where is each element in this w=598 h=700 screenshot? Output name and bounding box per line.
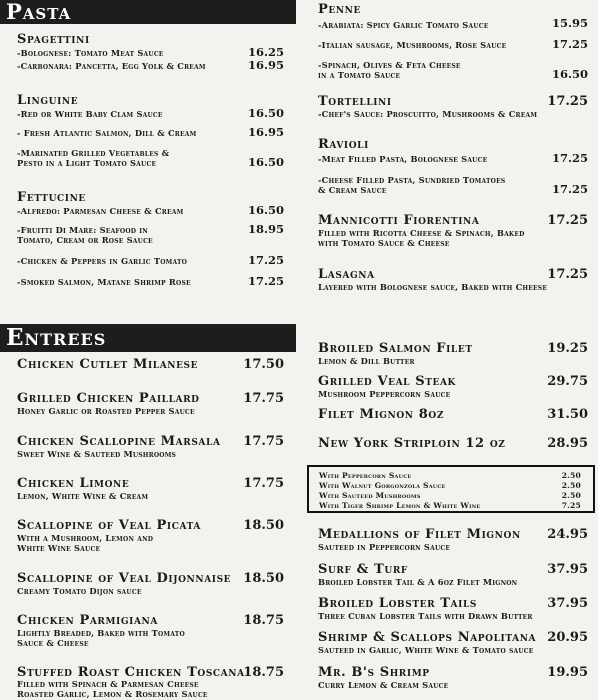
pasta-option: -Smoked Salmon, Matane Shrimp Rose (17, 277, 191, 287)
entree-description: Lemon & Dill Butter (318, 356, 415, 366)
entree-description: Three Cuban Lobster Tails with Drawn Butter (318, 611, 533, 621)
entree-name: New York Striploin 12 oz (318, 436, 506, 451)
entree-name: Scallopine of Veal Dijonnaise (17, 571, 232, 586)
entree-name: Chicken Limone (17, 476, 130, 491)
addon-price: 2.50 (561, 471, 581, 480)
pasta-option-price: 17.25 (247, 274, 284, 288)
entree-description: Filled with Spinach & Parmesan Cheese (17, 679, 199, 689)
entree-name: Chicken Cutlet Milanese (17, 357, 199, 372)
pasta-option: -Red or White Baby Clam Sauce (17, 109, 163, 119)
pasta-option-price: 16.50 (247, 106, 284, 120)
pasta-option-price: 16.95 (247, 125, 284, 139)
pasta-description: Layered with Bolognese sauce, Baked with Cheese (318, 282, 548, 292)
entree-name: Chicken Scallopine Marsala (17, 434, 221, 449)
pasta-option: -Bolognese: Tomato Meat Sauce (17, 48, 164, 58)
entree-description: Sweet Wine & Sauteed Mushrooms (17, 449, 177, 459)
pasta-price: 17.25 (547, 213, 588, 228)
entree-description: Broiled Lobster Tail & A 6oz Filet Mignon (318, 577, 518, 587)
pasta-group-name: Tortellini (318, 94, 392, 109)
entree-description: Lightly Breaded, Baked with Tomato (17, 628, 185, 638)
pasta-right-column (306, 0, 596, 300)
pasta-option: -Fruitti Di Mare: Seafood in (17, 225, 148, 235)
entree-price: 18.50 (243, 518, 284, 533)
entree-name: Stuffed Roast Chicken Toscana (17, 665, 245, 680)
pasta-option: -Marinated Grilled Vegetables & (17, 148, 170, 158)
entree-price: 18.75 (243, 665, 284, 680)
entree-price: 37.95 (547, 562, 588, 577)
pasta-option: -Spinach, Olives & Feta Cheese (318, 60, 461, 70)
entree-description: Mushroom Peppercorn Sauce (318, 389, 451, 399)
entree-price: 18.50 (243, 571, 284, 586)
pasta-option-line2: Tomato, Cream or Rose Sauce (17, 235, 153, 245)
pasta-option-price: 17.25 (551, 151, 588, 165)
entree-name: Shrimp & Scallops Napolitana (318, 630, 537, 645)
pasta-option: -Meat Filled Pasta, Bolognese Sauce (318, 154, 488, 164)
pasta-description: -Chef's Sauce: Proscuitto, Mushrooms & Cream (318, 109, 538, 119)
entree-description-line2: Roasted Garlic, Lemon & Rosemary Sauce (17, 689, 208, 699)
entree-description: Sauteed in Peppercorn Sauce (318, 542, 451, 552)
pasta-option-price: 16.50 (551, 67, 588, 81)
entree-description: Sauteed in Garlic, White Wine & Tomato sauce (318, 645, 534, 655)
entree-price: 19.25 (547, 341, 588, 356)
pasta-option-price: 18.95 (247, 222, 284, 236)
pasta-option-price: 17.25 (551, 182, 588, 196)
entree-price: 28.95 (547, 436, 588, 451)
addon-row (319, 491, 587, 500)
addon-label: With Walnut Gorgonzola Sauce (319, 481, 446, 490)
addon-price: 7.25 (561, 501, 581, 510)
pasta-group-name: Linguine (17, 93, 79, 108)
pasta-group-name: Ravioli (318, 137, 369, 152)
pasta-option-line2: Pesto in a Light Tomato Sauce (17, 158, 157, 168)
entree-description: With a Mushroom, Lemon and (17, 533, 154, 543)
pasta-option: -Cheese Filled Pasta, Sundried Tomatoes (318, 175, 506, 185)
entree-price: 24.95 (547, 527, 588, 542)
entree-name: Chicken Parmigiana (17, 613, 158, 628)
pasta-option-line2: in a Tomato Sauce (318, 70, 401, 80)
entree-name: Surf & Turf (318, 562, 408, 577)
entree-name: Grilled Veal Steak (318, 374, 456, 389)
pasta-price: 17.25 (547, 94, 588, 109)
entree-price: 17.75 (243, 434, 284, 449)
pasta-option-price: 17.25 (551, 37, 588, 51)
addon-label: With Sauteed Mushrooms (319, 491, 421, 500)
entree-description-line2: White Wine Sauce (17, 543, 101, 553)
entree-price: 17.75 (243, 476, 284, 491)
entree-description: Lemon, White Wine & Cream (17, 491, 149, 501)
entree-description: Creamy Tomato Dijon sauce (17, 586, 142, 596)
addon-row (319, 481, 587, 490)
entree-price: 31.50 (547, 407, 588, 422)
entree-price: 18.75 (243, 613, 284, 628)
addon-label: With Peppercorn Sauce (319, 471, 412, 480)
addon-label: With Tiger Shrimp Lemon & White Wine (319, 501, 481, 510)
addon-price: 2.50 (561, 481, 581, 490)
pasta-option-line2: & Cream Sauce (318, 185, 387, 195)
pasta-option: -Chicken & Peppers in Garlic Tomato (17, 256, 188, 266)
entree-description: Curry Lemon & Cream Sauce (318, 680, 449, 690)
entree-name: Broiled Salmon Filet (318, 341, 473, 356)
entree-price: 17.50 (243, 357, 284, 372)
pasta-option: -Italian sausage, Mushrooms, Rose Sauce (318, 40, 507, 50)
pasta-option-price: 17.25 (247, 253, 284, 267)
entree-price: 17.75 (243, 391, 284, 406)
pasta-option: -Carbonara: Pancetta, Egg Yolk & Cream (17, 61, 206, 71)
entree-name: Mr. B's Shrimp (318, 665, 430, 680)
entree-price: 19.95 (547, 665, 588, 680)
entree-name: Broiled Lobster Tails (318, 596, 477, 611)
pasta-option-price: 16.95 (247, 58, 284, 72)
entree-name: Medallions of Filet Mignon (318, 527, 521, 542)
pasta-group-name: Lasagna (318, 267, 375, 282)
entree-description-line2: Sauce & Cheese (17, 638, 89, 648)
entree-description: Honey Garlic or Roasted Pepper Sauce (17, 406, 195, 416)
pasta-option-price: 16.50 (247, 203, 284, 217)
pasta-group-name: Spagettini (17, 32, 90, 47)
addon-row (319, 471, 587, 480)
pasta-description: Filled with Ricotta Cheese & Spinach, Baked (318, 228, 525, 238)
entree-name: Grilled Chicken Paillard (17, 391, 200, 406)
steak-addons-box (307, 465, 595, 513)
entree-price: 20.95 (547, 630, 588, 645)
pasta-option-price: 16.50 (247, 155, 284, 169)
entrees-heading: Entrees (0, 324, 296, 352)
entree-price: 29.75 (547, 374, 588, 389)
pasta-description-line2: with Tomato Sauce & Cheese (318, 238, 450, 248)
pasta-option-price: 15.95 (551, 16, 588, 30)
entree-price: 37.95 (547, 596, 588, 611)
addon-price: 2.50 (561, 491, 581, 500)
addon-row (319, 501, 587, 510)
pasta-heading: Pasta (0, 0, 296, 24)
pasta-option: - Fresh Atlantic Salmon, Dill & Cream (17, 128, 197, 138)
entree-name: Scallopine of Veal Picata (17, 518, 201, 533)
pasta-option-price: 16.25 (247, 45, 284, 59)
pasta-group-name: Fettucine (17, 190, 86, 205)
pasta-option: -Alfredo: Parmesan Cheese & Cream (17, 206, 184, 216)
pasta-group-name: Mannicotti Fiorentina (318, 213, 480, 228)
pasta-group-name: Penne (318, 2, 361, 17)
pasta-price: 17.25 (547, 267, 588, 282)
pasta-option: -Arabiata: Spicy Garlic Tomato Sauce (318, 20, 489, 30)
entree-name: Filet Mignon 8oz (318, 407, 445, 422)
